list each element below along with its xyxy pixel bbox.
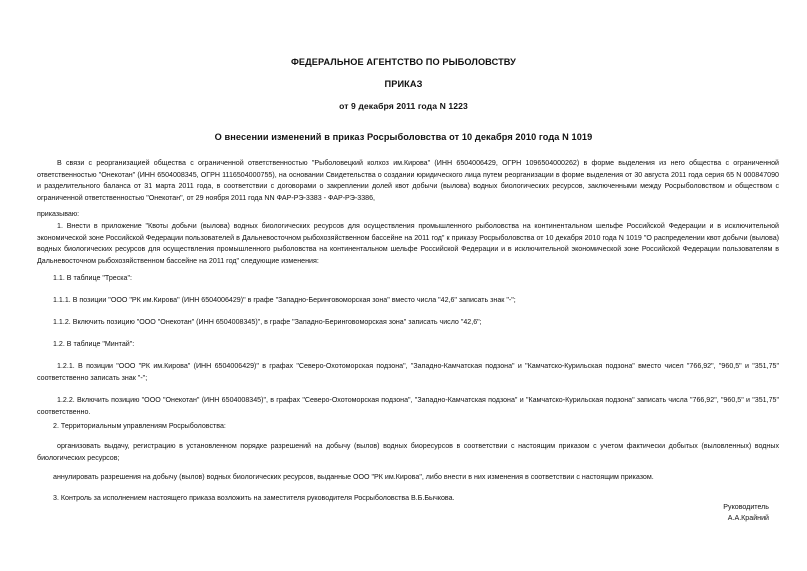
item-1-2: 1.2. В таблице "Минтай": xyxy=(53,340,135,348)
item-2-a: организовать выдачу, регистрацию в установленном порядке разрешений на добычу (вылов) водных биоресурсов в соответствии с настоящим приказом с учетом фактически добытых (выловленных) водных биологических ресурсов; xyxy=(37,442,779,462)
agency-title: ФЕДЕРАЛЬНОЕ АГЕНТСТВО ПО РЫБОЛОВСТВУ xyxy=(290,57,516,67)
document-type: ПРИКАЗ xyxy=(384,79,423,89)
order-word: приказываю: xyxy=(37,210,80,218)
signature-position: Руководитель xyxy=(723,503,769,511)
item-1: 1. Внести в приложение "Квоты добычи (вылова) водных биологических ресурсов для осуществления промышленного рыболовства на континентальном шельфе Российской Федерации и в исключительной экономической зоне Российской Федерации пользователей в Дальневосточном рыбохозяйственном бассейне на 2011 год" к приказу Росрыболовства от 10 декабря 2010 года N 1019 "О распределении квот добычи (вылова) водных биологических ресурсов для осуществления промышленного рыболовства на континентальном шельфе Российской Федерации и в исключительной экономической зоне Российской Федерации пользователям в Дальневосточном рыбохозяйственном бассейне на 2011 год" следующие изменения: xyxy=(37,222,779,265)
preamble-paragraph: В связи с реорганизацией общества с ограниченной ответственностью "Рыболовецкий колхоз им.Кирова" (ИНН 6504006429, ОГРН 1096504000262) в форме выделения из него общества с ограниченной ответственностью "Онекотан" (ИНН 6504008345, ОГРН 1116504000755), на основании Свидетельства о создании юридического лица путем реорганизации в форме выделения от 30 августа 2011 года серия 65 N 000847090 и разделительного баланса от 31 марта 2011 года, в соответствии с договорами о закреплении долей квот добычи (вылова) водных биологических ресурсов, заключенными между Росрыболовством и обществом с ограниченной ответственностью "Онекотан", от 29 ноября 2011 года NN ФАР-РЭ-3383 - ФАР-РЭ-3386, xyxy=(37,159,779,202)
item-1-2-2: 1.2.2. Включить позицию "ООО "Онекотан" (ИНН 6504008345)", в графах "Северо-Охотоморская подзона", "Западно-Камчатская подзона" и "Камчатско-Курильская подзона" записать числа "766,92", "960,5" и "351,75" соответственно. xyxy=(37,396,779,416)
item-1-2-1: 1.2.1. В позиции "ООО "РК им.Кирова" (ИНН 6504006429)" в графах "Северо-Охотоморская подзона", "Западно-Камчатская подзона" и "Камчатско-Курильская подзона" вместо чисел "766,92", "960,5" и "351,75" соответственно записать знак "-"; xyxy=(37,362,779,382)
item-2-b: аннулировать разрешения на добычу (вылов) водных биологических ресурсов, выданные ООО "РК им.Кирова", либо внести в них изменения в соответствии с настоящим приказом. xyxy=(53,473,654,481)
document-subject: О внесении изменений в приказ Росрыболовства от 10 декабря 2010 года N 1019 xyxy=(214,132,593,142)
item-1-1-2: 1.1.2. Включить позицию "ООО "Онекотан" (ИНН 6504008345)", в графе "Западно-Беринговоморская зона" записать число "42,6"; xyxy=(53,318,482,326)
item-3: 3. Контроль за исполнением настоящего приказа возложить на заместителя руководителя Росрыболовства В.Б.Бычкова. xyxy=(53,494,455,502)
signature-name: А.А.Крайний xyxy=(727,514,769,522)
item-2: 2. Территориальным управлениям Росрыболовства: xyxy=(53,422,226,430)
item-1-1-1: 1.1.1. В позиции "ООО "РК им.Кирова" (ИНН 6504006429)" в графе "Западно-Беринговоморская зона" вместо числа "42,6" записать знак "-"; xyxy=(53,296,516,304)
document-date-number: от 9 декабря 2011 года N 1223 xyxy=(339,101,468,111)
item-1-1: 1.1. В таблице "Треска": xyxy=(53,274,132,282)
